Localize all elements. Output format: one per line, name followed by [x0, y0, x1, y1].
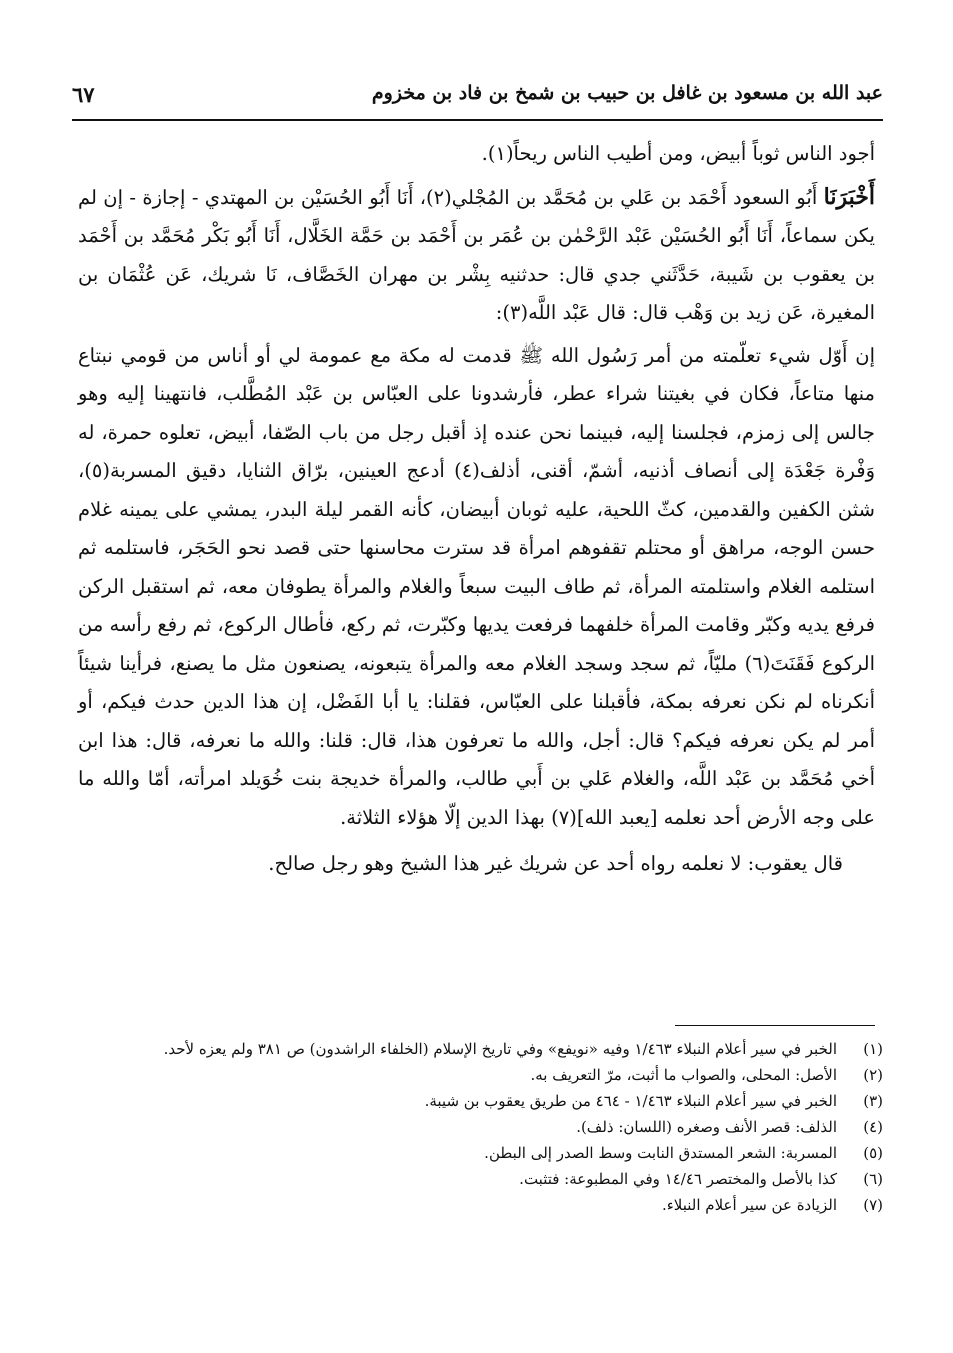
main-text — [78, 135, 875, 884]
footnote-item — [78, 1036, 883, 1062]
footnote-item — [78, 1166, 883, 1192]
footnote-text: كذا بالأصل والمختصر ١٤/٤٦ وفي المطبوعة: فتثبت. — [519, 1170, 837, 1188]
footnote-item — [78, 1114, 883, 1140]
footnote-number: (٦) — [863, 1170, 883, 1188]
footnote-item — [78, 1088, 883, 1114]
page-header — [72, 80, 883, 114]
footnote-number: (٧) — [863, 1196, 883, 1214]
page-number: ٦٧ — [72, 82, 95, 107]
footnote-item — [78, 1140, 883, 1166]
footnote-text: الأصل: المحلى، والصواب ما أثبت، مرّ التعريف به. — [530, 1066, 837, 1084]
header-rule — [72, 119, 883, 121]
footnotes — [78, 1036, 883, 1218]
running-title: عبد الله بن مسعود بن غافل بن حبيب بن شمخ بن فاد بن مخزوم — [371, 82, 883, 104]
footnote-text: الخبر في سير أعلام النبلاء ١/٤٦٣ - ٤٦٤ من طريق يعقوب بن شيبة. — [424, 1092, 837, 1110]
footnote-text: الزيادة عن سير أعلام النبلاء. — [661, 1196, 837, 1214]
footnote-number: (٥) — [863, 1144, 883, 1162]
footnote-number: (١) — [863, 1040, 883, 1058]
paragraph-2-lead-word: أَخْبَرَنَا — [823, 183, 875, 210]
paragraph-2-text: أَبُو السعود أَحْمَد بن عَلي بن مُحَمَّد بن المُجْلي(٢)، أَنَا أَبُو الحُسَيْن بن المهتدي - إجازة - إن لم يكن سماعاً، أَنَا أَبُو الحُسَيْن عَبْد الرَّحْمٰن بن عُمَر بن أَحْمَد بن حَمَّة الخَلَّال، أَنَا أَبُو بَكْر مُحَمَّد بن أَحْمَد بن يعقوب بن شَيبة، حَدَّثَني جدي قال: حدثنيه بِشْر بن مهران الخَصَّاف، نَا شريك، عَن عُثْمَان بن المغيرة، عَن زيد بن وَهْب قال: قال عَبْد اللَّه(٣): — [78, 185, 875, 324]
footnote-text: الذلف: قصر الأنف وصغره (اللسان: ذلف). — [576, 1118, 837, 1136]
footnote-number: (٤) — [863, 1118, 883, 1136]
paragraph-1: أجود الناس ثوباً أبيض، ومن أطيب الناس ريحاً(١). — [481, 142, 875, 165]
footnote-text: الخبر في سير أعلام النبلاء ١/٤٦٣ وفيه «نويفع» وفي تاريخ الإسلام (الخلفاء الراشدون) ص ٣٨١ ولم يعزه لأحد. — [163, 1040, 837, 1058]
footnote-text: المسربة: الشعر المستدق النابت وسط الصدر إلى البطن. — [484, 1144, 837, 1162]
paragraph-4: قال يعقوب: لا نعلمه رواه أحد عن شريك غير هذا الشيخ وهو رجل صالح. — [268, 852, 843, 875]
footnote-item — [78, 1062, 883, 1088]
footnote-item — [78, 1192, 883, 1218]
footnote-number: (٢) — [863, 1066, 883, 1084]
paragraph-2 — [78, 178, 875, 333]
footnote-rule — [675, 1025, 875, 1026]
paragraph-3: إن أَوّل شيء تعلّمته من أمر رَسُول الله ﷺ قدمت له مكة مع عمومة لي أو أناس من قومي نبتاع منها متاعاً، فكان في بغيتنا شراء عطر، فأرشدونا على العبّاس بن عَبْد المُطَّلب، فانتهينا إليه وهو جالس إلى زمزم، فجلسنا إليه، فبينما نحن عنده إذ أقبل رجل من باب الصّفا، أبيض، تعلوه حمرة، له وَفْرة جَعْدَة إلى أنصاف أذنيه، أشمّ، أقنى، أذلف(٤) أدعج العينين، برّاق الثنايا، دقيق المسربة(٥)، شثن الكفين والقدمين، كثّ اللحية، عليه ثوبان أبيضان، كأنه القمر ليلة البدر، يمشي على يمينه غلام حسن الوجه، مراهق أو محتلم تقفوهم امرأة قد سترت محاسنها حتى قصد نحو الحَجَر، فاستلمه ثم استلمه الغلام واستلمته المرأة، ثم طاف البيت سبعاً والغلام والمرأة يطوفان معه، ثم استقبل الركن فرفع يديه وكبّر وقامت المرأة خلفهما فرفعت يديها وكبّرت، ثم ركع، فأطال الركوع، ثم رفع رأسه من الركوع فَقَنَتَ(٦) مليّاً، ثم سجد وسجد الغلام معه والمرأة يتبعونه، يصنعون مثل ما يصنع، فرأينا شيئاً أنكرناه لم نكن نعرفه بمكة، فأقبلنا على العبّاس، فقلنا: يا أبا الفَضْل، إن هذا الدين حدث فيكم، أو أمر لم يكن نعرفه فيكم؟ قال: أجل، والله ما تعرفون هذا، قال: قلنا: والله ما نعرفه، قال: هذا ابن أخي مُحَمَّد بن عَبْد اللَّه، والغلام عَلي بن أَبي طالب، والمرأة خديجة بنت خُوَيلد امرأته، أمّا والله ما على وجه الأرض أحد نعلمه [يعبد الله](٧) بهذا الدين إلّا هؤلاء الثلاثة. — [78, 343, 875, 829]
footnote-number: (٣) — [863, 1092, 883, 1110]
